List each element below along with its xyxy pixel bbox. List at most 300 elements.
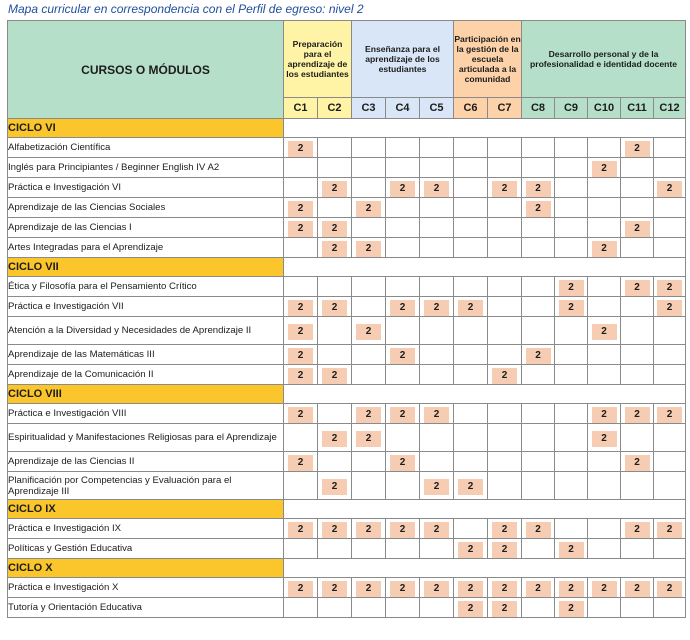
competency-cell: [588, 365, 621, 385]
level-badge: 2: [390, 455, 415, 471]
competency-cell: [352, 424, 386, 452]
competency-cell: [555, 452, 588, 472]
level-badge: 2: [288, 581, 313, 597]
course-name: Práctica e Investigación IX: [8, 519, 284, 539]
level-badge: 2: [592, 431, 617, 447]
competency-cell: [654, 198, 686, 218]
competency-cell: [284, 345, 318, 365]
competency-cell: [654, 138, 686, 158]
competency-cell: [555, 404, 588, 424]
course-row: [8, 424, 686, 452]
cycle-row-filler: [284, 385, 686, 404]
competency-cell: [522, 218, 555, 238]
competency-cell: [588, 158, 621, 178]
competency-cell: [454, 345, 488, 365]
cycle-row: [8, 385, 686, 404]
course-row: [8, 178, 686, 198]
competency-group-header: Desarrollo personal y de la profesionalidad e identidad docente: [522, 21, 686, 98]
competency-cell: [522, 519, 555, 539]
competency-cell: [318, 218, 352, 238]
competency-cell: [454, 424, 488, 452]
competency-cell: [420, 238, 454, 258]
competency-code-c7: C7: [488, 98, 522, 119]
competency-cell: [284, 598, 318, 618]
course-row: [8, 578, 686, 598]
competency-cell: [352, 598, 386, 618]
level-badge: 2: [657, 181, 682, 197]
competency-cell: [555, 158, 588, 178]
competency-cell: [352, 198, 386, 218]
course-row: [8, 277, 686, 297]
level-badge: 2: [322, 479, 347, 495]
competency-cell: [352, 472, 386, 500]
competency-cell: [454, 578, 488, 598]
competency-cell: [420, 452, 454, 472]
competency-cell: [621, 365, 654, 385]
course-name: Ética y Filosofía para el Pensamiento Crítico: [8, 277, 284, 297]
course-row: [8, 297, 686, 317]
competency-cell: [420, 277, 454, 297]
competency-cell: [621, 198, 654, 218]
competency-cell: [352, 277, 386, 297]
competency-cell: [488, 317, 522, 345]
competency-code-c4: C4: [386, 98, 420, 119]
competency-cell: [420, 539, 454, 559]
level-badge: 2: [390, 300, 415, 316]
competency-cell: [555, 238, 588, 258]
competency-cell: [420, 178, 454, 198]
level-badge: 2: [390, 181, 415, 197]
competency-cell: [284, 238, 318, 258]
competency-cell: [352, 138, 386, 158]
level-badge: 2: [559, 280, 584, 296]
competency-cell: [386, 178, 420, 198]
competency-cell: [522, 578, 555, 598]
level-badge: 2: [625, 522, 650, 538]
level-badge: 2: [458, 601, 483, 617]
level-badge: 2: [559, 300, 584, 316]
level-badge: 2: [492, 581, 517, 597]
competency-cell: [488, 578, 522, 598]
course-row: [8, 452, 686, 472]
competency-cell: [386, 452, 420, 472]
cycle-row-filler: [284, 500, 686, 519]
level-badge: 2: [458, 581, 483, 597]
competency-cell: [352, 519, 386, 539]
level-badge: 2: [625, 581, 650, 597]
competency-cell: [555, 317, 588, 345]
competency-cell: [420, 578, 454, 598]
competency-cell: [420, 138, 454, 158]
competency-code-c1: C1: [284, 98, 318, 119]
cycle-row-filler: [284, 258, 686, 277]
competency-cell: [488, 539, 522, 559]
competency-cell: [588, 297, 621, 317]
competency-group-header: Enseñanza para el aprendizaje de los estudiantes: [352, 21, 454, 98]
competency-cell: [654, 365, 686, 385]
level-badge: 2: [390, 407, 415, 423]
competency-cell: [420, 198, 454, 218]
competency-cell: [420, 424, 454, 452]
competency-cell: [621, 277, 654, 297]
competency-code-c11: C11: [621, 98, 654, 119]
competency-code-c9: C9: [555, 98, 588, 119]
cycle-row: [8, 119, 686, 138]
level-badge: 2: [592, 324, 617, 340]
course-name: Artes Integradas para el Aprendizaje: [8, 238, 284, 258]
competency-code-c5: C5: [420, 98, 454, 119]
course-row: [8, 345, 686, 365]
level-badge: 2: [288, 221, 313, 237]
competency-cell: [420, 598, 454, 618]
competency-cell: [454, 218, 488, 238]
level-badge: 2: [526, 348, 551, 364]
competency-cell: [454, 317, 488, 345]
competency-cell: [555, 578, 588, 598]
competency-cell: [352, 238, 386, 258]
competency-cell: [522, 317, 555, 345]
level-badge: 2: [322, 300, 347, 316]
competency-cell: [420, 158, 454, 178]
competency-cell: [386, 519, 420, 539]
competency-cell: [420, 519, 454, 539]
level-badge: 2: [492, 522, 517, 538]
course-name: Aprendizaje de las Ciencias II: [8, 452, 284, 472]
level-badge: 2: [657, 300, 682, 316]
competency-cell: [522, 539, 555, 559]
competency-cell: [318, 317, 352, 345]
competency-cell: [318, 297, 352, 317]
level-badge: 2: [356, 407, 381, 423]
competency-cell: [621, 345, 654, 365]
level-badge: 2: [322, 522, 347, 538]
competency-cell: [454, 178, 488, 198]
course-name: Inglés para Principiantes / Beginner English IV A2: [8, 158, 284, 178]
competency-cell: [522, 472, 555, 500]
level-badge: 2: [288, 300, 313, 316]
level-badge: 2: [592, 581, 617, 597]
competency-cell: [284, 297, 318, 317]
competency-cell: [555, 519, 588, 539]
competency-cell: [654, 472, 686, 500]
level-badge: 2: [559, 601, 584, 617]
level-badge: 2: [356, 431, 381, 447]
competency-cell: [318, 277, 352, 297]
competency-cell: [454, 158, 488, 178]
level-badge: 2: [322, 431, 347, 447]
level-badge: 2: [526, 581, 551, 597]
course-row: [8, 218, 686, 238]
competency-cell: [488, 198, 522, 218]
competency-cell: [454, 238, 488, 258]
competency-cell: [555, 178, 588, 198]
competency-code-c12: C12: [654, 98, 686, 119]
level-badge: 2: [592, 241, 617, 257]
competency-cell: [386, 218, 420, 238]
competency-cell: [488, 365, 522, 385]
competency-cell: [522, 452, 555, 472]
level-badge: 2: [657, 407, 682, 423]
course-row: [8, 598, 686, 618]
competency-code-c6: C6: [454, 98, 488, 119]
competency-code-c8: C8: [522, 98, 555, 119]
course-name: Práctica e Investigación X: [8, 578, 284, 598]
competency-cell: [284, 452, 318, 472]
competency-cell: [488, 218, 522, 238]
competency-cell: [454, 598, 488, 618]
level-badge: 2: [625, 221, 650, 237]
competency-cell: [488, 345, 522, 365]
cycle-row-filler: [284, 119, 686, 138]
competency-cell: [318, 158, 352, 178]
competency-cell: [522, 277, 555, 297]
competency-cell: [621, 472, 654, 500]
competency-cell: [386, 365, 420, 385]
level-badge: 2: [356, 241, 381, 257]
level-badge: 2: [458, 479, 483, 495]
competency-cell: [454, 472, 488, 500]
competency-cell: [386, 598, 420, 618]
competency-cell: [522, 138, 555, 158]
level-badge: 2: [390, 581, 415, 597]
competency-cell: [654, 539, 686, 559]
competency-cell: [318, 198, 352, 218]
competency-cell: [621, 404, 654, 424]
competency-cell: [621, 519, 654, 539]
course-name: Alfabetización Científica: [8, 138, 284, 158]
cycle-label: CICLO VIII: [8, 385, 284, 404]
competency-cell: [420, 297, 454, 317]
competency-cell: [488, 277, 522, 297]
competency-cell: [488, 138, 522, 158]
competency-cell: [386, 578, 420, 598]
competency-cell: [420, 472, 454, 500]
competency-cell: [522, 424, 555, 452]
competency-cell: [555, 198, 588, 218]
competency-cell: [386, 539, 420, 559]
competency-cell: [621, 158, 654, 178]
course-name: Práctica e Investigación VI: [8, 178, 284, 198]
competency-cell: [318, 578, 352, 598]
level-badge: 2: [288, 522, 313, 538]
course-name: Aprendizaje de las Ciencias Sociales: [8, 198, 284, 218]
competency-cell: [284, 472, 318, 500]
competency-code-c3: C3: [352, 98, 386, 119]
competency-cell: [522, 297, 555, 317]
level-badge: 2: [526, 181, 551, 197]
competency-cell: [654, 404, 686, 424]
competency-cell: [654, 238, 686, 258]
course-row: [8, 472, 686, 500]
course-row: [8, 539, 686, 559]
competency-group-header: Preparación para el aprendizaje de los estudiantes: [284, 21, 352, 98]
level-badge: 2: [625, 455, 650, 471]
competency-cell: [621, 317, 654, 345]
competency-cell: [654, 345, 686, 365]
level-badge: 2: [288, 407, 313, 423]
competency-cell: [386, 198, 420, 218]
level-badge: 2: [322, 221, 347, 237]
competency-cell: [284, 178, 318, 198]
competency-cell: [621, 178, 654, 198]
level-badge: 2: [492, 542, 517, 558]
competency-cell: [284, 218, 318, 238]
competency-cell: [588, 452, 621, 472]
competency-cell: [588, 472, 621, 500]
cycle-row: [8, 258, 686, 277]
competency-cell: [654, 277, 686, 297]
competency-cell: [522, 365, 555, 385]
cycle-row: [8, 500, 686, 519]
competency-cell: [318, 424, 352, 452]
competency-cell: [488, 598, 522, 618]
competency-cell: [555, 365, 588, 385]
competency-cell: [555, 345, 588, 365]
competency-cell: [488, 404, 522, 424]
level-badge: 2: [657, 522, 682, 538]
course-row: [8, 519, 686, 539]
level-badge: 2: [625, 141, 650, 157]
level-badge: 2: [592, 407, 617, 423]
level-badge: 2: [288, 348, 313, 364]
level-badge: 2: [458, 300, 483, 316]
level-badge: 2: [288, 455, 313, 471]
competency-cell: [386, 404, 420, 424]
competency-cell: [454, 138, 488, 158]
competency-cell: [386, 238, 420, 258]
table-caption: Mapa curricular en correspondencia con el Perfil de egreso: nivel 2: [8, 2, 364, 16]
competency-cell: [555, 539, 588, 559]
competency-cell: [386, 138, 420, 158]
course-name: Aprendizaje de las Ciencias I: [8, 218, 284, 238]
competency-group-header: Participación en la gestión de la escuela articulada a la comunidad: [454, 21, 522, 98]
cycle-label: CICLO X: [8, 559, 284, 578]
level-badge: 2: [526, 201, 551, 217]
competency-cell: [420, 365, 454, 385]
competency-cell: [284, 539, 318, 559]
competency-cell: [386, 472, 420, 500]
competency-cell: [654, 598, 686, 618]
competency-cell: [588, 539, 621, 559]
competency-cell: [555, 598, 588, 618]
competency-cell: [555, 297, 588, 317]
competency-cell: [522, 198, 555, 218]
competency-cell: [318, 539, 352, 559]
level-badge: 2: [657, 280, 682, 296]
course-column-header: CURSOS O MÓDULOS: [8, 21, 284, 119]
competency-cell: [488, 297, 522, 317]
competency-cell: [488, 424, 522, 452]
competency-cell: [488, 452, 522, 472]
competency-cell: [488, 238, 522, 258]
competency-cell: [284, 404, 318, 424]
competency-cell: [352, 178, 386, 198]
competency-cell: [352, 539, 386, 559]
competency-cell: [621, 297, 654, 317]
competency-cell: [522, 238, 555, 258]
course-row: [8, 138, 686, 158]
level-badge: 2: [592, 161, 617, 177]
course-row: [8, 238, 686, 258]
course-name: Planificación por Competencias y Evaluación para el Aprendizaje III: [8, 472, 284, 500]
level-badge: 2: [424, 522, 449, 538]
course-row: [8, 158, 686, 178]
competency-cell: [654, 218, 686, 238]
level-badge: 2: [390, 522, 415, 538]
competency-cell: [318, 472, 352, 500]
competency-cell: [588, 178, 621, 198]
competency-cell: [318, 345, 352, 365]
competency-cell: [555, 277, 588, 297]
level-badge: 2: [390, 348, 415, 364]
level-badge: 2: [322, 181, 347, 197]
course-row: [8, 365, 686, 385]
level-badge: 2: [288, 141, 313, 157]
competency-cell: [454, 198, 488, 218]
level-badge: 2: [356, 324, 381, 340]
competency-cell: [588, 519, 621, 539]
competency-cell: [488, 519, 522, 539]
competency-cell: [454, 452, 488, 472]
competency-cell: [588, 424, 621, 452]
competency-cell: [420, 317, 454, 345]
level-badge: 2: [356, 581, 381, 597]
level-badge: 2: [625, 407, 650, 423]
course-name: Aprendizaje de la Comunicación II: [8, 365, 284, 385]
competency-cell: [555, 424, 588, 452]
competency-cell: [621, 452, 654, 472]
competency-cell: [522, 598, 555, 618]
competency-cell: [588, 598, 621, 618]
competency-cell: [621, 539, 654, 559]
level-badge: 2: [288, 368, 313, 384]
competency-cell: [284, 138, 318, 158]
course-name: Práctica e Investigación VIII: [8, 404, 284, 424]
course-name: Aprendizaje de las Matemáticas III: [8, 345, 284, 365]
competency-cell: [621, 598, 654, 618]
cycle-row: [8, 559, 686, 578]
competency-cell: [621, 218, 654, 238]
competency-cell: [352, 158, 386, 178]
competency-code-c2: C2: [318, 98, 352, 119]
competency-cell: [522, 404, 555, 424]
level-badge: 2: [492, 181, 517, 197]
competency-cell: [522, 345, 555, 365]
competency-cell: [654, 452, 686, 472]
competency-cell: [284, 519, 318, 539]
competency-cell: [621, 238, 654, 258]
competency-cell: [588, 317, 621, 345]
course-row: [8, 198, 686, 218]
level-badge: 2: [424, 479, 449, 495]
course-name: Práctica e Investigación VII: [8, 297, 284, 317]
competency-cell: [454, 519, 488, 539]
competency-cell: [454, 277, 488, 297]
competency-cell: [386, 277, 420, 297]
competency-cell: [454, 539, 488, 559]
level-badge: 2: [526, 522, 551, 538]
level-badge: 2: [559, 581, 584, 597]
level-badge: 2: [625, 280, 650, 296]
competency-cell: [588, 138, 621, 158]
competency-cell: [621, 138, 654, 158]
competency-cell: [352, 452, 386, 472]
level-badge: 2: [492, 601, 517, 617]
competency-cell: [318, 404, 352, 424]
level-badge: 2: [322, 241, 347, 257]
competency-cell: [420, 218, 454, 238]
competency-cell: [318, 519, 352, 539]
